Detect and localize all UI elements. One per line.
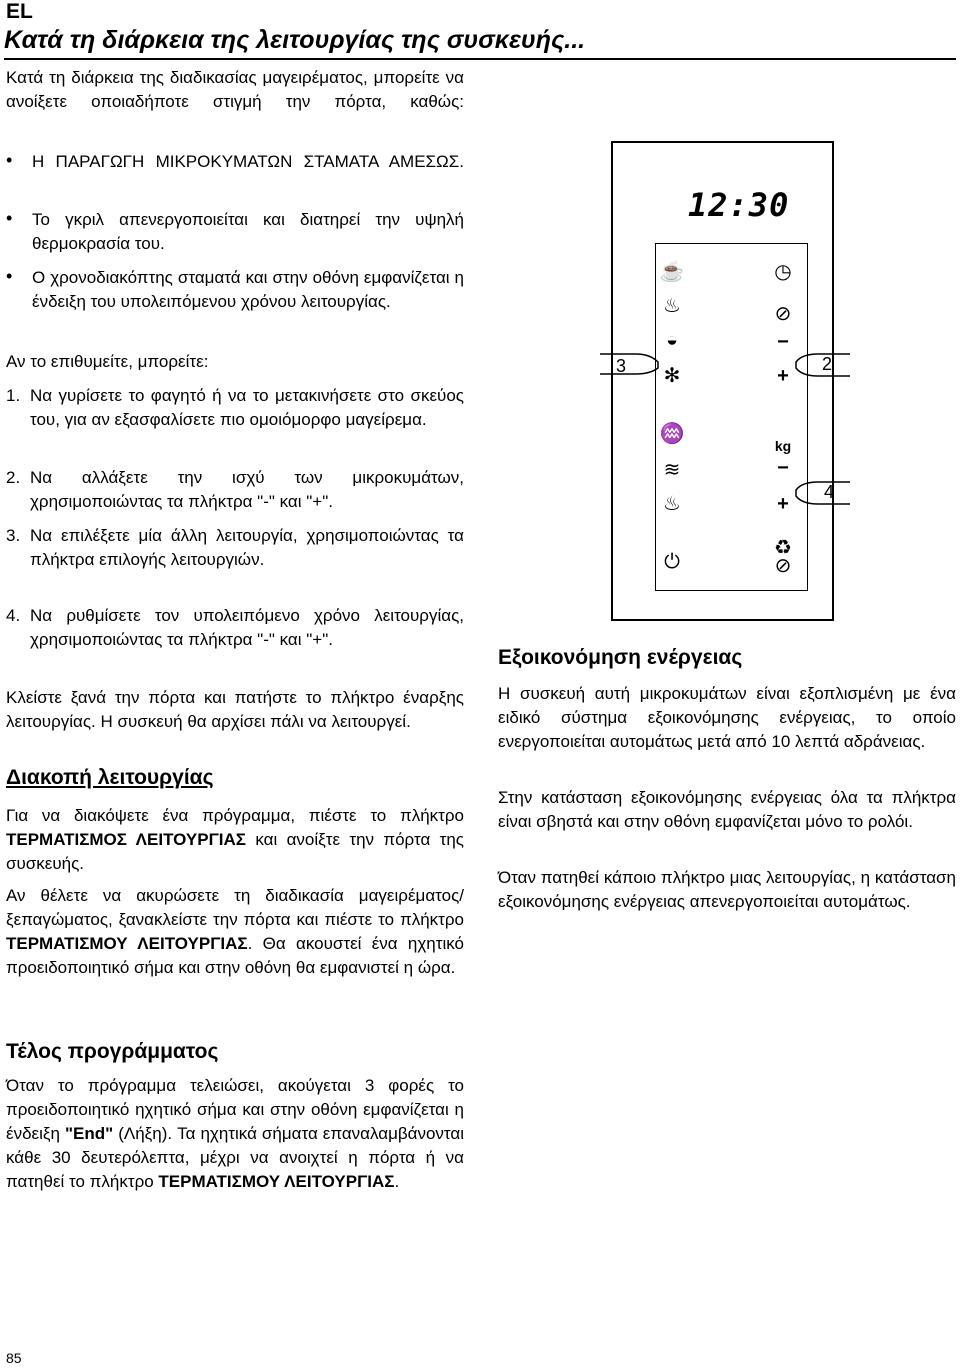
power-plus-button: + xyxy=(777,365,789,387)
intro-paragraph: Κατά τη διάρκεια της διαδικασίας μαγειρέματος, μπορείτε να ανοίξετε οποιαδήποτε στιγμή την πόρτα, καθώς: xyxy=(6,68,464,111)
end-heading: Τέλος προγράμματος xyxy=(6,1040,219,1063)
callout-3-hand xyxy=(596,346,666,382)
step-item xyxy=(6,384,464,432)
page-number: 85 xyxy=(6,1350,22,1366)
bullet-text: Ο χρονοδιακόπτης σταματά και στην οθόνη εμφανίζεται η ένδειξη του υπολειπόμενου χρόνου λειτουργίας. xyxy=(32,268,464,311)
eco-paragraph-3: Όταν πατηθεί κάποιο πλήκτρο μιας λειτουργίας, η κατάσταση εξοικονόμησης ενέργειας απενεργοποιείται αυτομάτως. xyxy=(498,868,956,911)
step-number: 2. xyxy=(6,468,21,487)
power-icon: ⏻ xyxy=(664,551,680,573)
jet-start-icon: ☕ xyxy=(659,261,685,283)
step-number: 4. xyxy=(6,606,21,625)
language-code: EL xyxy=(6,0,33,23)
defrost-icon: ✻ xyxy=(663,365,681,387)
microwave-power-icon: ♨ xyxy=(663,295,681,317)
time-minus-button: − xyxy=(777,457,789,479)
step-number: 1. xyxy=(6,386,21,405)
bullet-item xyxy=(6,266,464,314)
step-item xyxy=(6,604,464,652)
bullet-dot-icon: • xyxy=(6,150,13,170)
step-item xyxy=(6,466,464,514)
bullet-text: Η ΠΑΡΑΓΩΓΗ ΜΙΚΡΟΚΥΜΑΤΩΝ ΣΤΑΜΑΤΑ ΑΜΕΣΩΣ. xyxy=(32,152,464,171)
callout-2-label: 2 xyxy=(822,354,833,374)
eco-icon: ⊘ xyxy=(774,303,792,325)
steam-icon: ♨ xyxy=(663,493,681,515)
bullet-text: Το γκριλ απενεργοποιείται και διατηρεί την υψηλή θερμοκρασία του. xyxy=(32,210,464,253)
bullet-item xyxy=(6,150,464,174)
grill-combi-icon: ≋ xyxy=(663,459,681,481)
step-text: Να γυρίσετε το φαγητό ή να το μετακινήσετε στο σκεύος του, για αν εξασφαλίσετε πιο ομοιόμορφο μαγείρεμα. xyxy=(30,386,464,429)
if-wish-text: Αν το επιθυμείτε, μπορείτε: xyxy=(6,352,209,371)
stop-heading: Διακοπή λειτουργίας xyxy=(6,766,214,789)
step-item xyxy=(6,524,464,572)
auto-menu-icon: ♻ xyxy=(774,537,792,559)
callout-3-label: 3 xyxy=(616,356,627,376)
callout-4-label: 4 xyxy=(824,482,835,502)
crisp-pot-icon: ◒ xyxy=(665,329,679,351)
bullet-dot-icon: • xyxy=(6,266,13,286)
step-number: 3. xyxy=(6,526,21,545)
page-title: Κατά τη διάρκεια της λειτουργίας της συσκευής... xyxy=(4,26,586,54)
stop-paragraph-1: Για να διακόψετε ένα πρόγραμμα, πιέστε το πλήκτρο ΤΕΡΜΑΤΙΣΜΟΣ ΛΕΙΤΟΥΡΓΙΑΣ και ανοίξτε την πόρτα της συσκευής. xyxy=(6,806,464,873)
bullet-item xyxy=(6,208,464,256)
grill-icon: ♒ xyxy=(659,423,685,445)
step-text: Να επιλέξετε μία άλλη λειτουργία, χρησιμοποιώντας τα πλήκτρα επιλογής λειτουργιών. xyxy=(30,526,464,569)
step-text: Να αλλάξετε την ισχύ των μικροκυμάτων, χρησιμοποιώντας τα πλήκτρα "-" και "+". xyxy=(30,468,464,511)
clock-icon: ◷ xyxy=(774,261,792,283)
eco-paragraph-2: Στην κατάσταση εξοικονόμησης ενέργειας όλα τα πλήκτρα είναι σβηστά και στην οθόνη εμφανίζεται μόνο το ρολόι. xyxy=(498,788,956,831)
end-paragraph: Όταν το πρόγραμμα τελειώσει, ακούγεται 3 φορές το προειδοποιητικό ηχητικό σήμα και στην οθόνη εμφανίζεται η ένδειξη "End" (Λήξη). Τα ηχητικά σήματα επαναλαμβάνονται κάθε 30 δευτερόλεπτα, μέχρι να ανοιχτεί η πόρτα ή να πατηθεί το πλήκτρο ΤΕΡΜΑΤΙΣΜΟΥ ΛΕΙΤΟΥΡΓΙΑΣ. xyxy=(6,1076,464,1191)
weight-label: kg xyxy=(774,438,792,454)
stop-paragraph-2: Αν θέλετε να ακυρώσετε τη διαδικασία μαγειρέματος/ξεπαγώματος, ξανακλείστε την πόρτα και πιέστε το πλήκτρο ΤΕΡΜΑΤΙΣΜΟΥ ΛΕΙΤΟΥΡΓΙΑΣ. Θα ακουστεί ένα ηχητικό προειδοποιητικό σήμα και στην οθόνη θα εμφανιστεί η ώρα. xyxy=(6,886,464,977)
power-minus-button: − xyxy=(777,331,789,353)
step-text: Να ρυθμίσετε τον υπολειπόμενο χρόνο λειτουργίας, χρησιμοποιώντας τα πλήκτρα "-" και "+". xyxy=(30,606,464,649)
close-door-paragraph: Κλείστε ξανά την πόρτα και πατήστε το πλήκτρο έναρξης λειτουργίας. Η συσκευή θα αρχίσει πάλι να λειτουργεί. xyxy=(6,688,464,731)
bullet-dot-icon: • xyxy=(6,208,13,228)
time-plus-button: + xyxy=(777,493,789,515)
eco-heading: Εξοικονόμηση ενέργειας xyxy=(498,646,743,669)
stop-icon: ⊘ xyxy=(774,555,792,577)
clock-display: 12:30 xyxy=(688,186,790,224)
eco-paragraph-1: Η συσκευή αυτή μικροκυμάτων είναι εξοπλισμένη με ένα ειδικό σύστημα εξοικονόμησης ενέργειας, το οποίο ενεργοποιείται αυτομάτως μετά από 10 λεπτά αδράνειας. xyxy=(498,684,956,751)
